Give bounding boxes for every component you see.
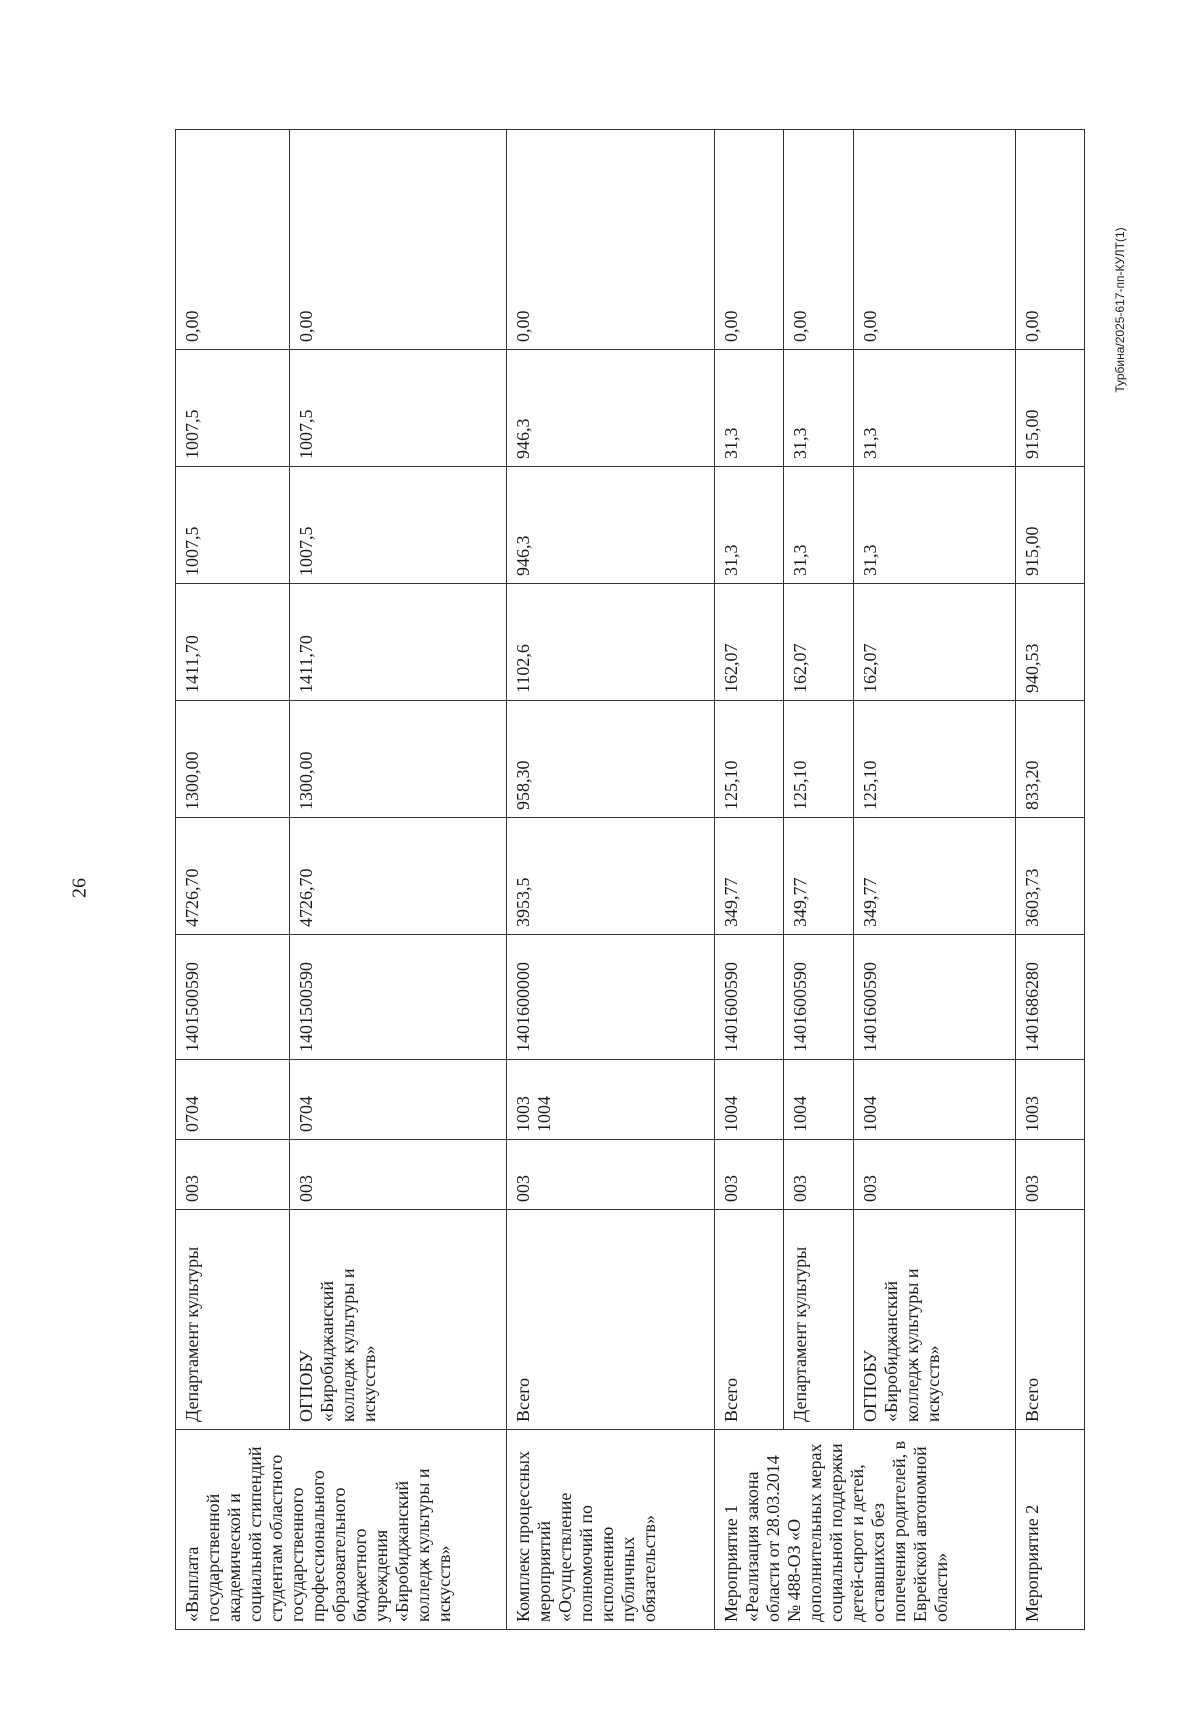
table-row	[853, 130, 1015, 1630]
year3-amount-cell: 31,3	[714, 467, 783, 584]
other-amount-cell: 0,00	[853, 130, 1015, 350]
year1-amount-cell: 125,10	[853, 701, 1015, 818]
table-row	[714, 130, 783, 1630]
target-article-cell: 1401600000	[506, 935, 714, 1060]
table-row	[506, 130, 714, 1630]
budget-table-container	[175, 130, 1085, 1630]
budget-table-body	[176, 130, 1085, 1630]
year2-amount-cell: 162,07	[714, 584, 783, 701]
total-amount-cell: 3603,73	[1015, 818, 1084, 935]
other-amount-cell: 0,00	[784, 130, 853, 350]
year4-amount-cell: 1007,5	[176, 350, 290, 467]
measure-name-cell: Мероприятие 1 «Реализация закона области от 28.03.2014 № 488-ОЗ «О дополнительных мерах социальной поддержки детей-сирот и детей, оставшихся без попечения родителей, в Еврейской автономной области»	[714, 1430, 1015, 1630]
year4-amount-cell: 915,00	[1015, 350, 1084, 467]
grbs-code-cell: 003	[1015, 1140, 1084, 1210]
other-amount-cell: 0,00	[714, 130, 783, 350]
target-article-cell: 1401600590	[714, 935, 783, 1060]
year4-amount-cell: 946,3	[506, 350, 714, 467]
year2-amount-cell: 1102,6	[506, 584, 714, 701]
section-code-cell: 1003	[1015, 1060, 1084, 1140]
year1-amount-cell: 958,30	[506, 701, 714, 818]
year4-amount-cell: 1007,5	[289, 350, 506, 467]
year2-amount-cell: 1411,70	[176, 584, 290, 701]
table-row	[289, 130, 506, 1630]
year4-amount-cell: 31,3	[784, 350, 853, 467]
budget-table	[175, 129, 1085, 1630]
other-amount-cell: 0,00	[176, 130, 290, 350]
other-amount-cell: 0,00	[289, 130, 506, 350]
executor-cell: Всего	[1015, 1210, 1084, 1430]
section-code-cell: 1003 1004	[506, 1060, 714, 1140]
table-row	[1015, 130, 1084, 1630]
target-article-cell: 1401686280	[1015, 935, 1084, 1060]
year1-amount-cell: 1300,00	[176, 701, 290, 818]
other-amount-cell: 0,00	[506, 130, 714, 350]
section-code-cell: 1004	[784, 1060, 853, 1140]
executor-cell: Департамент культуры	[176, 1210, 290, 1430]
target-article-cell: 1401600590	[853, 935, 1015, 1060]
other-amount-cell: 0,00	[1015, 130, 1084, 350]
grbs-code-cell: 003	[289, 1140, 506, 1210]
year1-amount-cell: 1300,00	[289, 701, 506, 818]
year1-amount-cell: 833,20	[1015, 701, 1084, 818]
target-article-cell: 1401500590	[289, 935, 506, 1060]
executor-cell: Департамент культуры	[784, 1210, 853, 1430]
year2-amount-cell: 162,07	[784, 584, 853, 701]
year1-amount-cell: 125,10	[714, 701, 783, 818]
year4-amount-cell: 31,3	[853, 350, 1015, 467]
year3-amount-cell: 915,00	[1015, 467, 1084, 584]
year2-amount-cell: 1411,70	[289, 584, 506, 701]
total-amount-cell: 349,77	[784, 818, 853, 935]
total-amount-cell: 4726,70	[289, 818, 506, 935]
grbs-code-cell: 003	[176, 1140, 290, 1210]
year3-amount-cell: 1007,5	[176, 467, 290, 584]
grbs-code-cell: 003	[784, 1140, 853, 1210]
total-amount-cell: 349,77	[714, 818, 783, 935]
measure-name-cell: Мероприятие 2	[1015, 1430, 1084, 1630]
executor-cell: ОГПОБУ «Биробиджанский колледж культуры и искусств»	[853, 1210, 1015, 1430]
grbs-code-cell: 003	[506, 1140, 714, 1210]
year3-amount-cell: 31,3	[784, 467, 853, 584]
target-article-cell: 1401500590	[176, 935, 290, 1060]
document-code: Турбина/2025-617-пп-КУЛТ(1)	[1113, 227, 1127, 393]
measure-name-cell: «Выплата государственной академической и социальной стипендий студентам областного государственного профессионального образовательного бюджетного учреждения «Биробиджанский колледж культуры и искусств»	[176, 1430, 507, 1630]
grbs-code-cell: 003	[714, 1140, 783, 1210]
table-row	[176, 130, 290, 1630]
section-code-cell: 1004	[853, 1060, 1015, 1140]
measure-name-cell: Комплекс процессных мероприятий «Осуществление полномочий по исполнению публичных обязательств»	[506, 1430, 714, 1630]
year3-amount-cell: 31,3	[853, 467, 1015, 584]
target-article-cell: 1401600590	[784, 935, 853, 1060]
year2-amount-cell: 940,53	[1015, 584, 1084, 701]
year2-amount-cell: 162,07	[853, 584, 1015, 701]
executor-cell: ОГПОБУ «Биробиджанский колледж культуры и искусств»	[289, 1210, 506, 1430]
page-number: 26	[68, 878, 91, 898]
grbs-code-cell: 003	[853, 1140, 1015, 1210]
table-row	[784, 130, 853, 1630]
year1-amount-cell: 125,10	[784, 701, 853, 818]
executor-cell: Всего	[714, 1210, 783, 1430]
section-code-cell: 0704	[289, 1060, 506, 1140]
executor-cell: Всего	[506, 1210, 714, 1430]
year3-amount-cell: 1007,5	[289, 467, 506, 584]
total-amount-cell: 4726,70	[176, 818, 290, 935]
section-code-cell: 0704	[176, 1060, 290, 1140]
year4-amount-cell: 31,3	[714, 350, 783, 467]
year3-amount-cell: 946,3	[506, 467, 714, 584]
total-amount-cell: 349,77	[853, 818, 1015, 935]
section-code-cell: 1004	[714, 1060, 783, 1140]
total-amount-cell: 3953,5	[506, 818, 714, 935]
